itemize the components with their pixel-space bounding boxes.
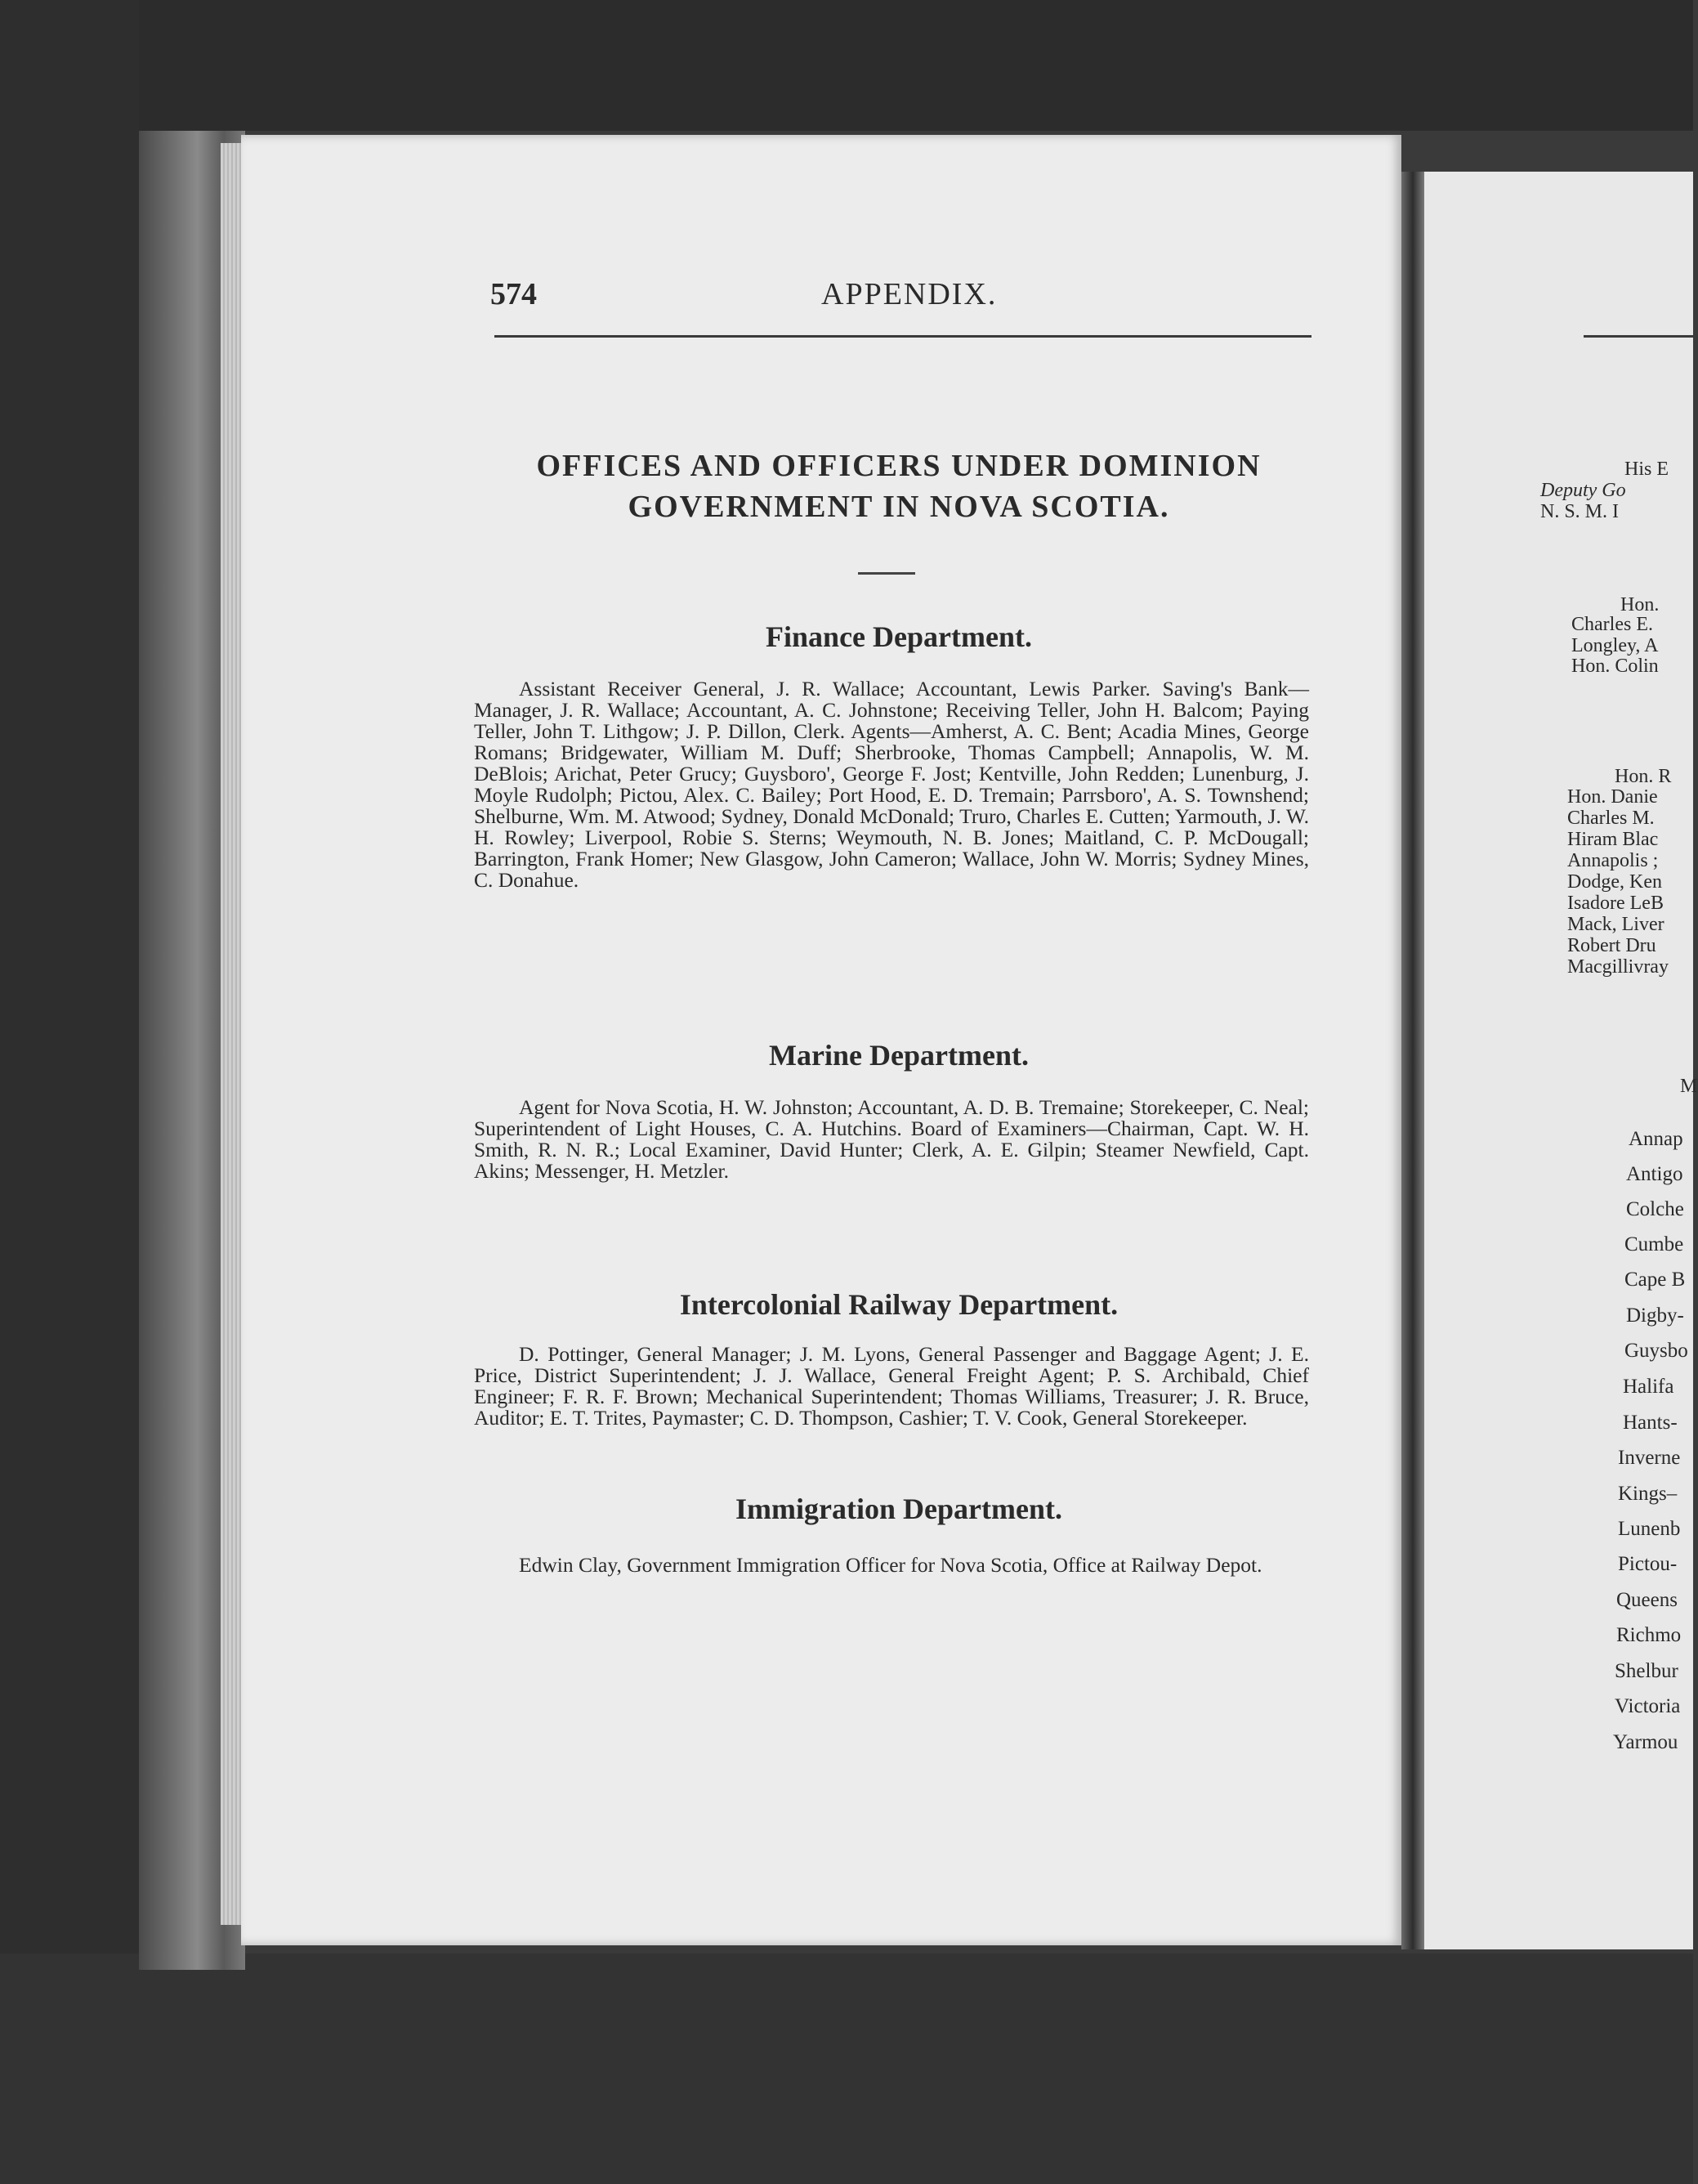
marine-body: Agent for Nova Scotia, H. W. Johnston; Accountant, A. D. B. Tremaine; Storekeeper, C. Neal; Superintendent of Light Houses, C. A. Hutchins. Board of Examiners—Chairman, Capt. W. H. Smith, R. N. R.; Local Examiner, David Hunter; Clerk, A. E. Gilpin; Steamer Newfield, Capt. Akins; Messenger, H. Metzler. — [474, 1095, 1309, 1183]
right-page — [1424, 172, 1698, 1949]
county-item: Yarmou — [1613, 1731, 1678, 1753]
county-item: Annap — [1629, 1128, 1683, 1150]
right-page-line: Deputy Go — [1540, 480, 1626, 501]
running-head — [490, 276, 1307, 325]
railway-heading: Intercolonial Railway Department. — [679, 1288, 1119, 1321]
header-rule — [494, 335, 1311, 338]
county-item: Cape B — [1624, 1269, 1686, 1291]
county-item: Queens — [1616, 1589, 1678, 1611]
county-item: Lunenb — [1618, 1518, 1681, 1540]
marine-heading: Marine Department. — [769, 1039, 1029, 1072]
county-item: Halifa — [1623, 1376, 1674, 1398]
right-page-line: Hiram Blac — [1567, 829, 1659, 850]
county-item: Victoria — [1615, 1695, 1681, 1717]
right-page-line: Hon. — [1620, 594, 1660, 615]
county-item: Colche — [1626, 1198, 1684, 1220]
railway-body: D. Pottinger, General Manager; J. M. Lyons, General Passenger and Baggage Agent; J. E. Price, District Superintendent; J. J. Wallace, General Freight Agent; P. S. Archibald, Chief Engineer; F. R. F. Brown; Mechanical Superintendent; Thomas Williams, Treasurer; J. R. Bruce, Auditor; E. T. Trites, Paymaster; C. D. Thompson, Cashier; T. V. Cook, General Storekeeper. — [474, 1342, 1309, 1430]
immigration-heading: Immigration Department. — [735, 1493, 1062, 1525]
right-page-line: Dodge, Ken — [1567, 871, 1662, 893]
right-page-line: Hon. Danie — [1567, 786, 1658, 808]
right-page-line: Charles E. — [1571, 614, 1653, 635]
county-item: Antigo — [1626, 1163, 1683, 1185]
right-page-line: His E — [1624, 459, 1669, 480]
photo-background-bottom — [0, 1954, 1693, 2184]
book-gutter — [1401, 172, 1424, 1949]
main-title-line-2: GOVERNMENT IN NOVA SCOTIA. — [628, 490, 1170, 524]
right-page-line: Robert Dru — [1567, 935, 1656, 956]
county-item: Pictou- — [1618, 1553, 1678, 1575]
county-item: Kings– — [1618, 1483, 1678, 1505]
counties-heading: M — [1680, 1076, 1698, 1097]
finance-heading: Finance Department. — [766, 620, 1032, 653]
photo-background-top — [0, 0, 1693, 131]
right-page-line: Mack, Liver — [1567, 914, 1664, 935]
main-title — [490, 445, 1307, 527]
county-item: Inverne — [1618, 1447, 1681, 1469]
running-title: APPENDIX. — [821, 277, 998, 311]
county-item: Shelbur — [1615, 1660, 1678, 1682]
main-title-line-1: OFFICES AND OFFICERS UNDER DOMINION — [536, 449, 1262, 483]
county-item: Guysbo — [1624, 1340, 1688, 1362]
right-page-line: Hon. Colin — [1571, 656, 1659, 677]
page-number: 574 — [490, 277, 537, 311]
right-page-line: Annapolis ; — [1567, 850, 1659, 871]
right-page-line: Macgillivray — [1567, 956, 1669, 978]
right-page-line: Longley, A — [1571, 635, 1659, 656]
right-page-line: Hon. R — [1615, 766, 1672, 787]
finance-body: Assistant Receiver General, J. R. Wallace; Accountant, Lewis Parker. Saving's Bank—Manager, J. R. Wallace; Accountant, A. C. Johnstone; Receiving Teller, John H. Balcom; Paying Teller, John T. Lithgow; J. P. Dillon, Clerk. Agents—Amherst, A. C. Bent; Acadia Mines, George Romans; Bridgewater, William M. Duff; Sherbrooke, Thomas Campbell; Annapolis, W. M. DeBlois; Arichat, Peter Grucy; Guysboro', George F. Jost; Kentville, John Redden; Lunenburg, J. Moyle Rudolph; Pictou, Alex. C. Bailey; Port Hood, E. D. Tremain; Parrsboro', A. S. Townshend; Shelburne, Wm. M. Atwood; Sydney, Donald McDonald; Truro, Charles E. Cutten; Yarmouth, J. W. H. Rowley; Liverpool, Robie S. Sterns; Weymouth, N. B. Jones; Maitland, C. P. McDougall; Barrington, Frank Homer; New Glasgow, John Cameron; Wallace, John W. Morris; Sydney Mines, C. Donahue. — [474, 677, 1309, 892]
county-item: Cumbe — [1624, 1233, 1684, 1255]
right-page-header-rule — [1584, 335, 1698, 338]
photo-background-left — [0, 0, 139, 2184]
right-page-line: N. S. M. I — [1540, 501, 1620, 522]
right-page-line: Isadore LeB — [1567, 893, 1664, 914]
title-divider — [858, 572, 915, 575]
right-page-line: Charles M. — [1567, 808, 1655, 829]
county-item: Digby- — [1626, 1305, 1684, 1327]
immigration-body: Edwin Clay, Government Immigration Officer for Nova Scotia, Office at Railway Depot. — [519, 1553, 1262, 1577]
county-item: Richmo — [1616, 1624, 1682, 1646]
county-item: Hants- — [1623, 1412, 1678, 1434]
